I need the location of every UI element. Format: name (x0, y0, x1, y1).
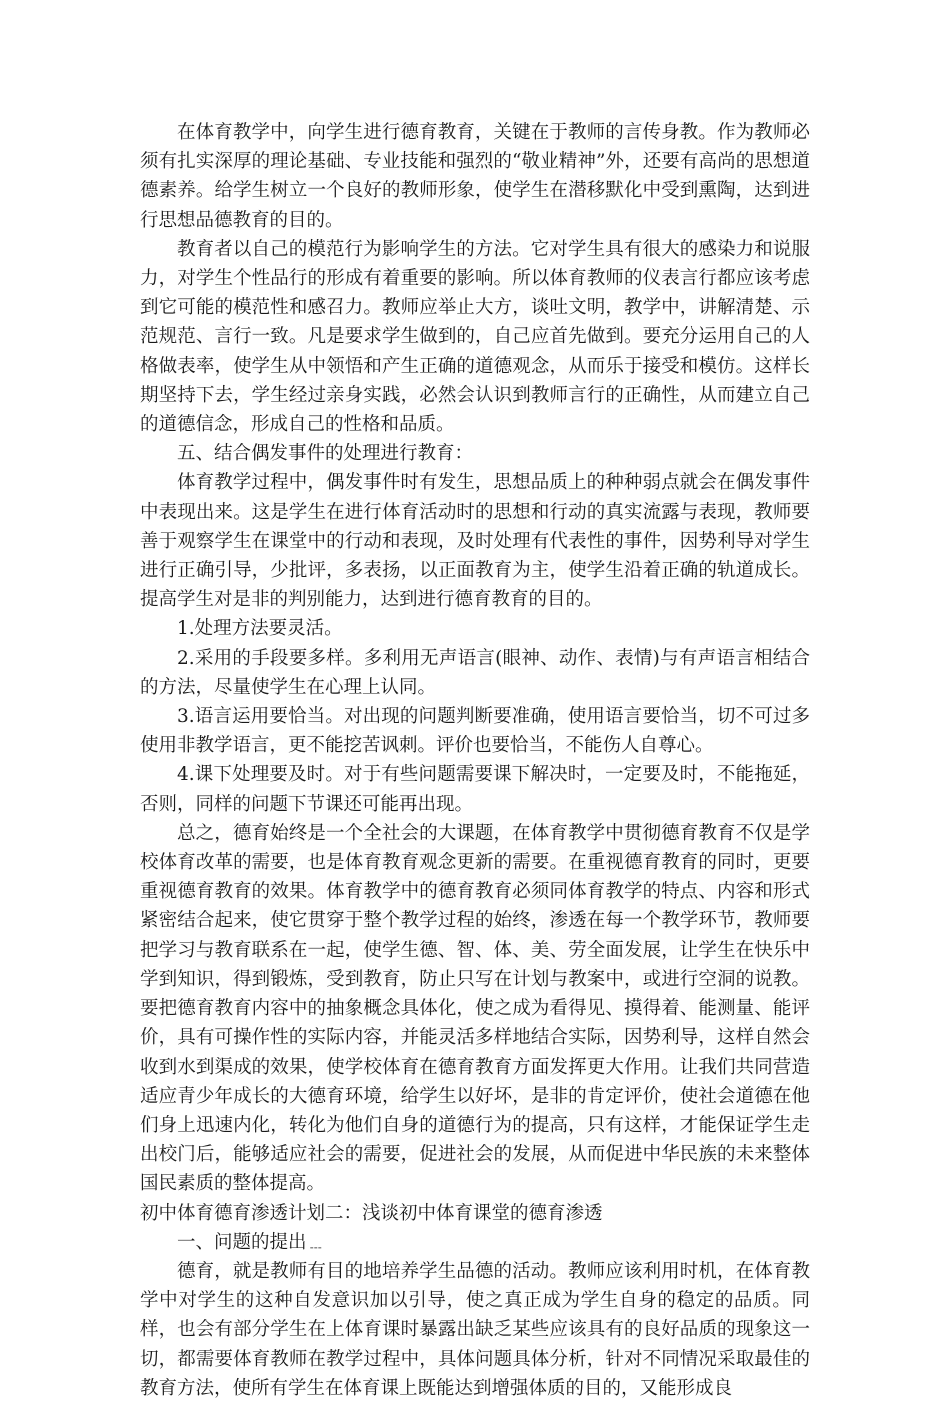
list-item: 3.语言运用要恰当。对出现的问题判断要准确，使用语言要恰当，切不可过多使用非教学语言，更不能挖苦讽刺。评价也要恰当，不能伤人自尊心。 (140, 706, 810, 757)
paragraph: 教育者以自己的模范行为影响学生的方法。它对学生具有很大的感染力和说服力，对学生个性品行的形成有着重要的影响。所以体育教师的仪表言行都应该考虑到它可能的模范性和感召力。教师应举止大方，谈吐文明，教学中，讲解清楚、示范规范、言行一致。凡是要求学生做到的，自己应首先做到。要充分运用自己的人格做表率，使学生从中领悟和产生正确的道德观念，从而乐于接受和模仿。这样长期坚持下去，学生经过亲身实践，必然会认识到教师言行的正确性，从而建立自己的道德信念，形成自己的性格和品质。 (140, 238, 810, 436)
paragraph: 总之，德育始终是一个全社会的大课题，在体育教学中贯彻德育教育不仅是学校体育改革的需要，也是体育教育观念更新的需要。在重视德育教育的同时，更要重视德育教育的效果。体育教学中的德育教育必须同体育教学的特点、内容和形式紧密结合起来，使它贯穿于整个教学过程的始终，渗透在每一个教学环节，教师要把学习与教育联系在一起，使学生德、智、体、美、劳全面发展，让学生在快乐中学到知识，得到锻炼，受到教育，防止只写在计划与教案中，或进行空洞的说教。要把德育教育内容中的抽象概念具体化，使之成为看得见、摸得着、能测量、能评价，具有可操作性的实际内容，并能灵活多样地结合实际，因势利导，这样自然会收到水到渠成的效果，使学校体育在德育教育方面发挥更大作用。让我们共同营造适应青少年成长的大德育环境，给学生以好坏，是非的肯定评价，使社会道德在他们身上迅速内化，转化为他们自身的道德行为的提高，只有这样，才能保证学生走出校门后，能够适应社会的需要，促进社会的发展，从而促进中华民族的未来整体国民素质的整体提高。 (140, 822, 810, 1195)
article-title: 初中体育德育渗透计划二：浅谈初中体育课堂的德育渗透 (140, 1202, 603, 1224)
list-item: 2.采用的手段要多样。多利用无声语言(眼神、动作、表情)与有声语言相结合的方法，尽量使学生在心理上认同。 (140, 647, 810, 698)
list-item: 4.课下处理要及时。对于有些问题需要课下解决时，一定要及时，不能拖延，否则，同样的问题下节课还可能再出现。 (140, 764, 810, 815)
section-heading: 一、问题的提出﹍ (177, 1231, 326, 1253)
document-body (140, 118, 810, 1403)
paragraph: 体育教学过程中，偶发事件时有发生，思想品质上的种种弱点就会在偶发事件中表现出来。这是学生在进行体育活动时的思想和行动的真实流露与表现，教师要善于观察学生在课堂中的行动和表现，及时处理有代表性的事件，因势利导对学生进行正确引导，少批评，多表扬，以正面教育为主，使学生沿着正确的轨道成长。提高学生对是非的判别能力，达到进行德育教育的目的。 (140, 472, 810, 611)
list-item: 1.处理方法要灵活。 (177, 618, 343, 640)
section-heading: 五、结合偶发事件的处理进行教育： (177, 443, 474, 465)
paragraph: 德育，就是教师有目的地培养学生品德的活动。教师应该利用时机，在体育教学中对学生的这种自发意识加以引导，使之真正成为学生自身的稳定的品质。同样，也会有部分学生在上体育课时暴露出缺乏某些应该具有的良好品质的现象这一切，都需要体育教师在教学过程中，具体问题具体分析，针对不同情况采取最佳的教育方法，使所有学生在体育课上既能达到增强体质的目的，又能形成良 (140, 1260, 810, 1399)
paragraph: 在体育教学中，向学生进行德育教育，关键在于教师的言传身教。作为教师必须有扎实深厚的理论基础、专业技能和强烈的“敬业精神”外，还要有高尚的思想道德素养。给学生树立一个良好的教师形象，使学生在潜移默化中受到熏陶，达到进行思想品德教育的目的。 (140, 122, 810, 231)
